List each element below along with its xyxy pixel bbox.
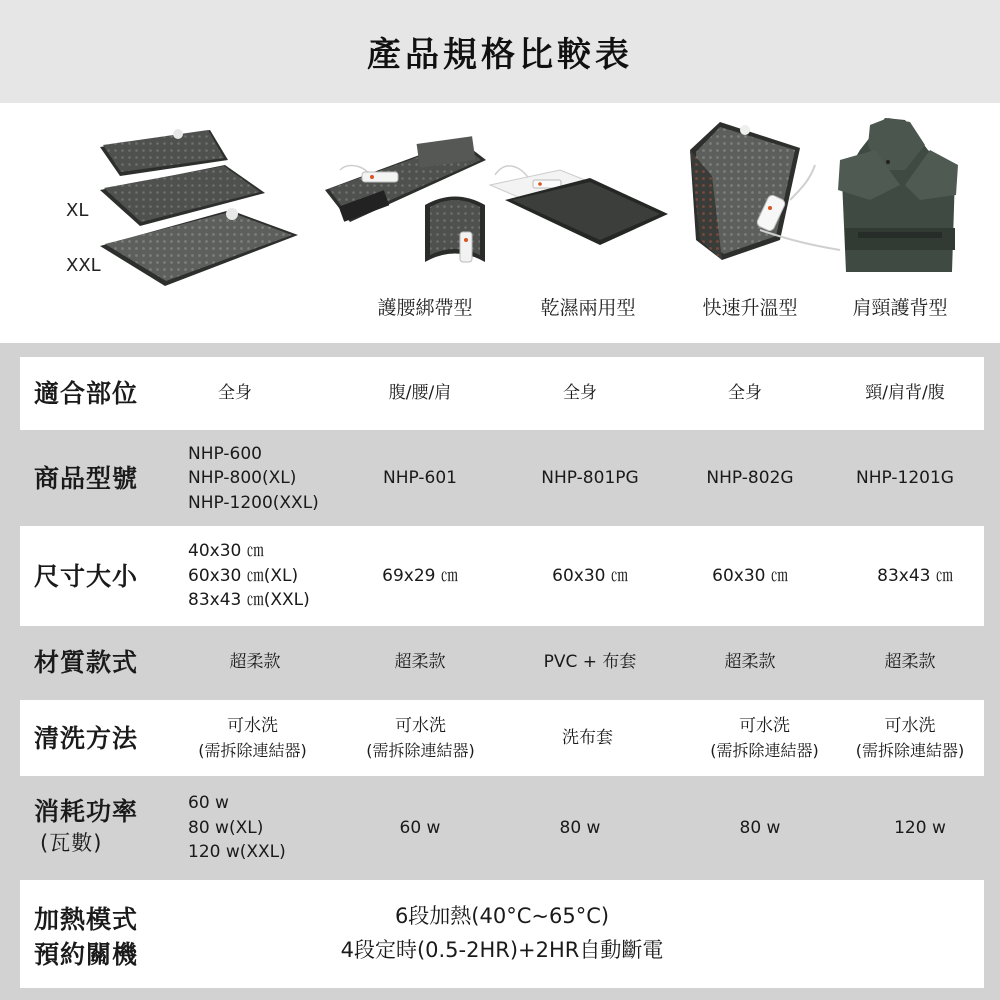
cell-text: 全身 [218,383,252,404]
table-cell [520,700,655,776]
table-row [20,880,984,988]
row-label: 材質款式 [34,648,139,677]
cell-text: 超柔款 [229,652,281,673]
shoulder-back-pad-image [838,118,958,272]
cell-text: 全身 [728,383,762,404]
cell-text: 80 w [559,817,601,838]
table-cell [675,431,825,526]
timer-text: 4段定時(0.5-2HR)+2HR自動斷電 [340,938,664,962]
table-cell [515,626,665,699]
cell-note: (需拆除連結器) [198,740,307,760]
cell-text: PVC + 布套 [543,652,637,673]
table-cell [830,700,990,776]
variant-label-belt: 護腰綁帶型 [377,297,473,319]
table-cell [185,626,325,699]
cell-text: NHP-601 [383,468,457,489]
cell-text: 80 w(XL) [188,817,264,838]
cell-text: 69x29 ㎝ [382,565,458,586]
table-row [20,357,984,430]
cell-text: 120 w [894,817,946,838]
cell-text: 80 w [739,817,781,838]
spec-table [0,343,1000,1000]
table-cell [345,431,495,526]
heating-modes-text: 6段加熱(40°C~65°C) [394,904,610,929]
cell-text: 120 w(XXL) [188,842,286,863]
cell-text: 超柔款 [884,652,936,673]
table-cell [170,357,300,430]
cell-text: 洗布套 [562,727,613,748]
table-row [20,626,984,699]
table-cell [860,776,980,880]
variant-label-wet-dry: 乾濕兩用型 [540,297,636,319]
cell-text: 可水洗 [739,716,790,737]
cell-text: NHP-1201G [856,468,954,489]
table-row [20,776,984,880]
cell-text: NHP-802G [706,468,794,489]
row-label: 尺寸大小 [34,561,139,591]
table-cell [515,526,665,626]
cell-text: 超柔款 [724,652,776,673]
cell-text: 可水洗 [395,716,446,737]
row-label: 適合部位 [34,379,139,408]
row-label: 商品型號 [34,464,139,493]
table-row [20,526,984,626]
row-label-second: 預約關機 [34,940,139,969]
row-label-main: 消耗功率 [34,797,139,826]
cell-note: (需拆除連結器) [855,740,965,760]
table-cell [840,526,990,626]
table-cell [682,700,847,776]
table-cell [515,431,665,526]
table-cell [680,357,810,430]
cell-text: 超柔款 [394,652,446,673]
table-cell [345,357,495,430]
cell-text: NHP-1200(XXL) [188,492,319,513]
table-cell [840,626,980,699]
variant-label-quick-heat: 快速升溫型 [702,297,798,319]
table-cell [170,700,335,776]
table-cell [515,357,645,430]
cell-text: 頸/肩背/腹 [865,383,945,404]
cell-text: 83x43 ㎝ [877,565,953,586]
page-header [0,0,1000,103]
table-cell [188,431,348,526]
table-row [20,700,984,776]
size-label-xxl: XXL [66,255,101,276]
table-cell [680,626,820,699]
wet-dry-pad-image [490,166,668,245]
cell-text: 可水洗 [884,716,936,737]
cell-text: 全身 [563,383,597,404]
cell-text: NHP-800(XL) [188,468,297,489]
table-cell [360,776,480,880]
cell-text: 40x30 ㎝ [188,541,264,562]
table-cell [830,357,980,430]
variant-label-shoulder-back: 肩頸護背型 [852,297,948,319]
cell-text: 60x30 ㎝ [552,565,628,586]
cell-note: (需拆除連結器) [366,740,475,760]
cell-text: NHP-801PG [541,468,639,489]
table-cell [338,700,503,776]
belt-type-pad-image [325,136,486,262]
cell-text: 可水洗 [227,716,278,737]
cell-note: (需拆除連結器) [710,740,819,760]
table-row [20,431,984,526]
table-cell [350,626,490,699]
row-label [34,794,138,858]
table-cell [700,776,820,880]
cell-text: NHP-600 [188,443,262,464]
cell-text: 60 w [399,817,441,838]
size-label-xl: XL [66,200,89,221]
table-cell [188,776,348,880]
table-cell [830,431,980,526]
cell-text: 60 w [188,793,229,814]
cell-text: 60x30 ㎝(XL) [188,565,299,586]
row-label: 清洗方法 [34,723,139,753]
standard-pad-xxl-image [100,208,298,286]
table-cell [188,526,348,626]
table-cell [345,526,495,626]
table-cell [520,776,640,880]
row-label-sub: (瓦數) [40,831,103,855]
page-title: 產品規格比較表 [367,35,633,75]
quick-heat-pad-image [690,122,840,260]
table-cell [675,526,825,626]
row-label-main: 加熱模式 [34,905,139,934]
table-cell-merged [20,880,984,988]
cell-text: 60x30 ㎝ [712,565,788,586]
cell-text: 83x43 ㎝(XXL) [188,590,310,611]
cell-text: 腹/腰/肩 [388,383,452,404]
